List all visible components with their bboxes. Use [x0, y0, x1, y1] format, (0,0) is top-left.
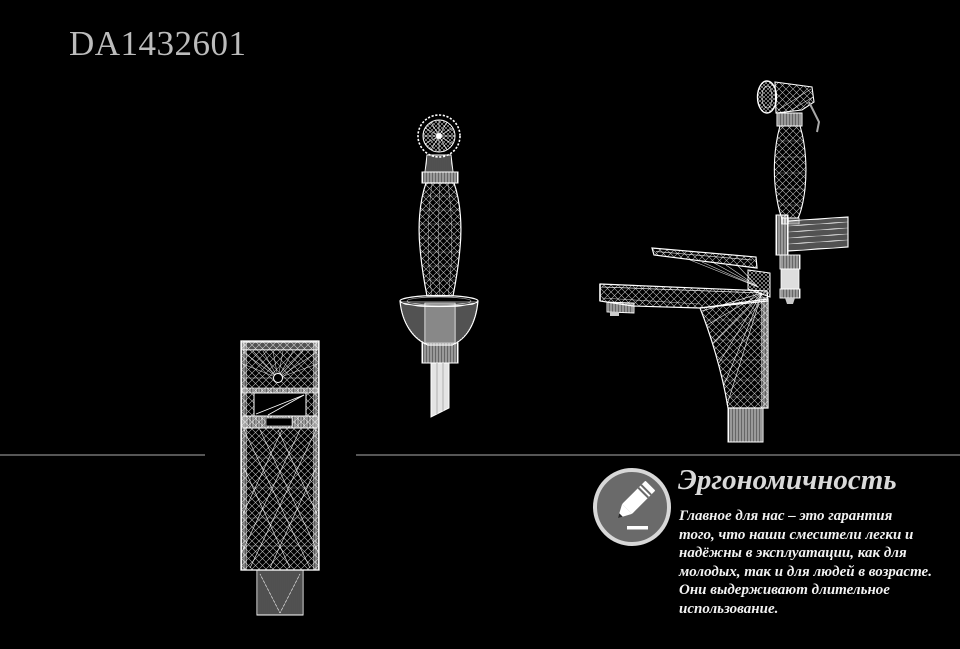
feature-description-line: того, что наши смесители легки и — [679, 526, 914, 543]
feature-description-line: надёжны в эксплуатации, как для — [679, 545, 907, 561]
faucet-side-sprayer-wireframe — [590, 75, 860, 447]
product-code: DA1432601 — [69, 24, 247, 63]
wall-bracket — [788, 217, 848, 251]
feature-description-line: использование. — [679, 600, 779, 617]
divider-line-left — [0, 454, 205, 456]
sprayer-trigger — [809, 102, 819, 132]
feature-description-line: Они выдерживают длительное — [679, 582, 890, 598]
divider-line-right — [356, 454, 960, 456]
pencil-icon — [590, 465, 674, 549]
feature-description-line: Главное для нас – это гарантия — [679, 508, 893, 524]
feature-description — [679, 507, 959, 618]
aerator — [607, 302, 634, 313]
hand-sprayer-wireframe — [398, 108, 486, 423]
feature-title: Эргономичность — [678, 464, 897, 496]
faucet-front-wireframe — [238, 338, 322, 620]
feature-description-line: молодых, так и для людей в возрасте. — [679, 563, 932, 580]
